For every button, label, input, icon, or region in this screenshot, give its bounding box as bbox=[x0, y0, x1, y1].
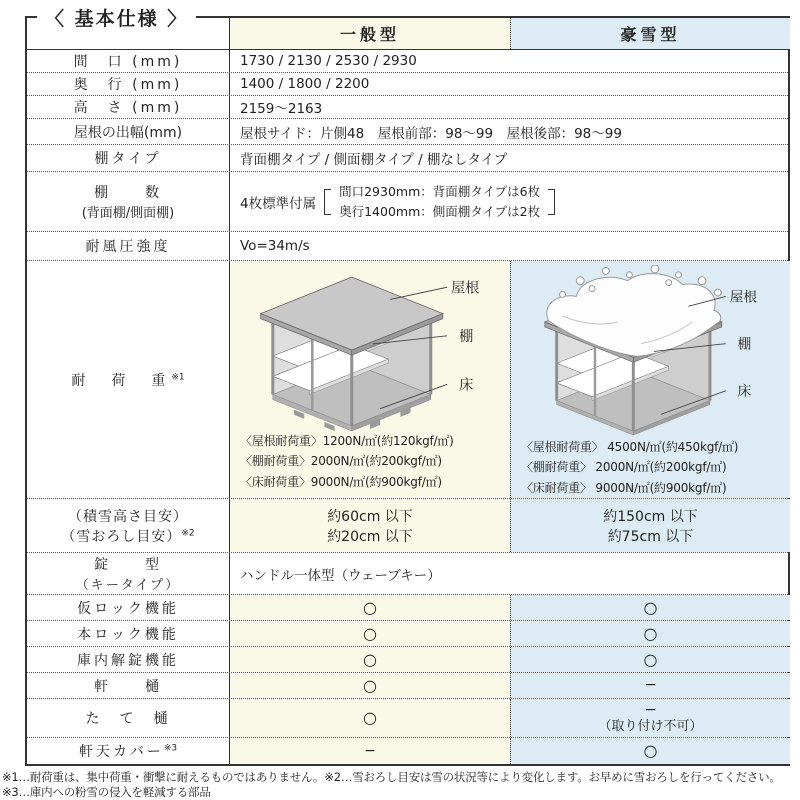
row-value bbox=[230, 172, 788, 231]
row-label: 棚タイプ bbox=[27, 145, 230, 171]
row-label: 軒 樋 bbox=[27, 673, 230, 698]
load-roof-general: 〈屋根耐荷重〉1200N/㎡(約120kgf/㎡) bbox=[240, 433, 454, 448]
diagram-label-floor: 床 bbox=[459, 377, 474, 394]
page-title: 〈 基本仕様 〉 bbox=[37, 4, 196, 31]
row-label bbox=[27, 738, 230, 764]
diagram-label-roof: 屋根 bbox=[729, 289, 757, 306]
feature-general: ○ bbox=[230, 621, 510, 646]
load-values-general bbox=[234, 431, 506, 492]
lock-label2: （キータイプ） bbox=[75, 578, 181, 593]
feature-general: ○ bbox=[230, 699, 510, 737]
column-header-snow: 豪雪型 bbox=[510, 18, 790, 49]
spec-row-shelf-type bbox=[27, 145, 788, 172]
snow-depth-general bbox=[230, 499, 510, 552]
feature-general: ○ bbox=[230, 673, 510, 698]
load-label-note: ※1 bbox=[171, 371, 185, 382]
column-header-general: 一般型 bbox=[230, 18, 510, 49]
load-label: 耐 荷 重$^{※1}$ bbox=[71, 371, 185, 389]
shed-illustration-snow bbox=[515, 265, 786, 437]
row-label: 奥 行 (mm) bbox=[27, 73, 230, 95]
footnotes bbox=[2, 770, 800, 800]
footnote-2: ※3…庫内への粉雪の侵入を軽減する部品 bbox=[2, 784, 211, 799]
footnote-1: ※1…耐荷重は、集中荷重・衝撃に耐えるものではありません。※2…雪おろし目安は雪の状況等により変化します。お早めに雪おろしを行ってください。 bbox=[2, 770, 781, 784]
spec-row-roof-overhang bbox=[27, 119, 788, 145]
snow-depth-general-line1: 約60cm 以下 bbox=[327, 508, 413, 525]
snow-depth-label-note: ※2 bbox=[181, 527, 195, 538]
diagram-label-shelf: 棚 bbox=[459, 328, 474, 345]
feature-general: ○ bbox=[230, 595, 510, 620]
spec-row-wind-pressure bbox=[27, 232, 788, 261]
shelf-count-value: 4枚標準付属 bbox=[240, 195, 317, 212]
row-label: た て 樋 bbox=[27, 699, 230, 737]
shed-illustration-general bbox=[234, 265, 506, 431]
row-value: 屋根サイド：片側48 屋根前部：98〜99 屋根後部：98〜99 bbox=[230, 119, 788, 144]
feature-row-soffit-cover bbox=[27, 738, 788, 764]
soffit-label: 軒天カバー$^{※3}$ bbox=[78, 743, 178, 760]
shelf-count-label: 棚 数 bbox=[94, 185, 162, 201]
feature-row-inner-unlock bbox=[27, 647, 788, 673]
shelf-count-value-group bbox=[240, 182, 555, 222]
lock-label1: 錠 型 bbox=[94, 557, 162, 573]
shelf-note-line1: 間口2930mm：背面棚タイプは6枚 bbox=[339, 183, 541, 199]
bracket-left bbox=[324, 189, 331, 215]
row-label bbox=[27, 553, 230, 594]
spec-row-height bbox=[27, 96, 788, 119]
feature-general: − bbox=[230, 738, 510, 764]
snow-depth-snow-line1: 約150cm 以下 bbox=[603, 508, 698, 525]
spec-table bbox=[25, 8, 790, 766]
feature-row-eaves-gutter bbox=[27, 673, 788, 699]
feature-row-temp-lock bbox=[27, 595, 788, 621]
snow-depth-snow-line2: 約75cm 以下 bbox=[607, 528, 694, 545]
diagram-label-roof: 屋根 bbox=[450, 280, 480, 297]
row-label bbox=[27, 172, 230, 231]
row-value: 1730 / 2130 / 2530 / 2930 bbox=[230, 50, 788, 72]
feature-snow: − （取り付け不可） bbox=[510, 699, 790, 737]
shed-diagram-general-icon bbox=[238, 267, 502, 431]
feature-snow: − bbox=[510, 673, 790, 698]
snow-depth-general-line2: 約20cm 以下 bbox=[327, 528, 413, 545]
soffit-label-note: ※3 bbox=[163, 743, 178, 754]
feature-snow: ○ bbox=[510, 738, 790, 764]
spec-row-width bbox=[27, 50, 788, 73]
shelf-count-sublabel: (背面棚/側面棚) bbox=[81, 206, 175, 221]
row-label: 高 さ (mm) bbox=[27, 96, 230, 118]
feature-snow: ○ bbox=[510, 595, 790, 620]
row-label bbox=[27, 261, 230, 498]
row-label: 仮ロック機能 bbox=[27, 595, 230, 620]
bracket-right bbox=[548, 189, 555, 215]
snow-depth-snow bbox=[510, 499, 790, 552]
feature-row-vertical-gutter bbox=[27, 699, 788, 738]
snow-depth-label2: （雪おろし目安）$^{※2}$ bbox=[61, 527, 195, 545]
diagram-label-shelf: 棚 bbox=[736, 336, 751, 353]
spec-row-lock-type bbox=[27, 553, 788, 595]
row-label: 庫内解錠機能 bbox=[27, 647, 230, 672]
load-roof-snow: 〈屋根耐荷重〉 4500N/㎡(約450kgf/㎡) bbox=[521, 440, 739, 454]
load-values-snow bbox=[515, 437, 786, 498]
diagram-label-floor: 床 bbox=[736, 383, 751, 400]
spec-row-snow-depth bbox=[27, 499, 788, 553]
row-value: 1400 / 1800 / 2200 bbox=[230, 73, 788, 95]
feature-general: ○ bbox=[230, 647, 510, 672]
load-cell-snow bbox=[510, 261, 790, 498]
load-floor-general: 〈床耐荷重〉9000N/㎡(約900kgf/㎡) bbox=[240, 474, 442, 489]
row-label: 本ロック機能 bbox=[27, 621, 230, 646]
shelf-count-notes bbox=[339, 182, 540, 222]
row-value: Vo=34m/s bbox=[230, 232, 788, 260]
row-label: 屋根の出幅(mm) bbox=[27, 119, 230, 144]
row-label: 間 口 (mm) bbox=[27, 50, 230, 72]
feature-row-main-lock bbox=[27, 621, 788, 647]
load-floor-snow: 〈床耐荷重〉 9000N/㎡(約900kgf/㎡) bbox=[521, 480, 727, 495]
row-label bbox=[27, 499, 230, 552]
row-value: ハンドル一体型（ウェーブキー） bbox=[230, 553, 788, 594]
feature-snow: ○ bbox=[510, 621, 790, 646]
load-shelf-general: 〈棚耐荷重〉2000N/㎡(約200kgf/㎡) bbox=[240, 454, 442, 469]
snow-depth-label1: （積雪高さ目安） bbox=[68, 508, 188, 525]
spec-row-load-capacity bbox=[27, 261, 788, 499]
load-cell-general bbox=[230, 261, 510, 498]
spec-row-shelf-count bbox=[27, 172, 788, 232]
spec-row-depth bbox=[27, 73, 788, 96]
feature-snow-note: （取り付け不可） bbox=[598, 718, 703, 734]
row-value: 2159〜2163 bbox=[230, 96, 788, 118]
shed-diagram-snow-icon bbox=[519, 265, 783, 437]
row-value: 背面棚タイプ / 側面棚タイプ / 棚なしタイプ bbox=[230, 145, 788, 171]
feature-snow: ○ bbox=[510, 647, 790, 672]
row-label: 耐風圧強度 bbox=[27, 232, 230, 260]
load-shelf-snow: 〈棚耐荷重〉 2000N/㎡(約200kgf/㎡) bbox=[521, 460, 727, 475]
shelf-note-line2: 奥行1400mm：側面棚タイプは2枚 bbox=[339, 203, 541, 219]
